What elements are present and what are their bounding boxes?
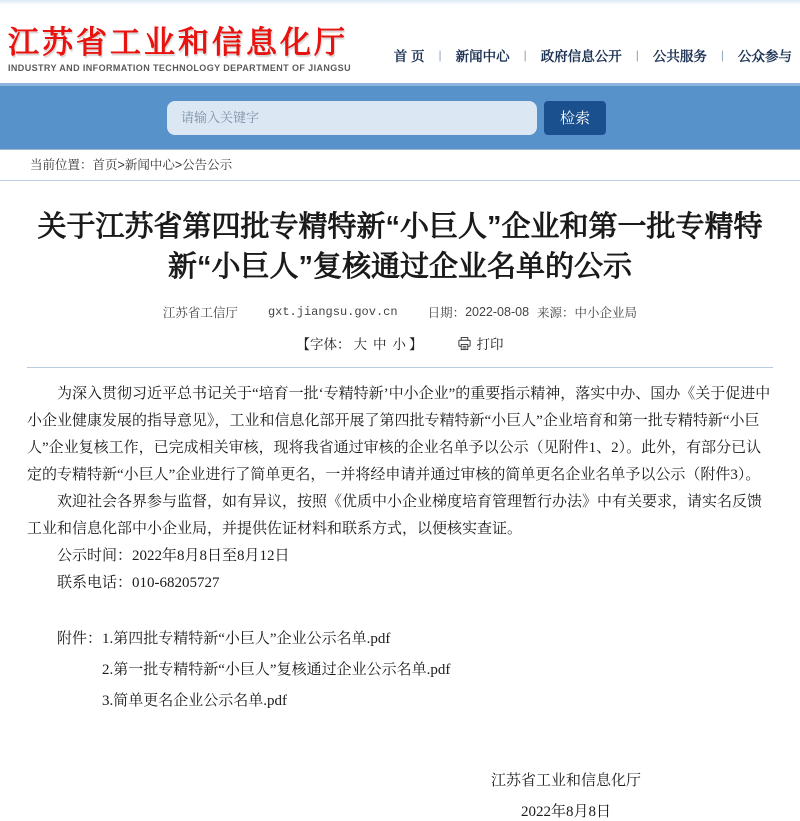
search-banner	[0, 83, 800, 150]
attachment-link-2[interactable]: 2.第一批专精特新“小巨人”复核通过企业公示名单.pdf	[102, 662, 451, 678]
nav-item-participation[interactable]: 公众参与	[738, 49, 792, 64]
nav-item-news[interactable]: 新闻中心	[455, 49, 510, 64]
contact-phone: 联系电话：010-68205727	[57, 575, 220, 591]
article-date: 2022-08-08	[465, 305, 530, 319]
publicity-period: 公示时间：2022年8月8日至8月12日	[57, 548, 290, 564]
signature-date: 2022年8月8日	[520, 804, 611, 820]
font-size-large-button[interactable]: 大	[353, 337, 367, 352]
attachments	[27, 624, 773, 717]
print-label: 打印	[476, 337, 504, 352]
nav-item-public-service[interactable]: 公共服务	[652, 49, 707, 64]
article-body	[27, 381, 773, 597]
nav-item-gov-info[interactable]: 政府信息公开	[540, 49, 622, 64]
article-source-label: 来源：	[537, 306, 575, 320]
page-title: 关于江苏省第四批专精特新“小巨人”企业和第一批专精特新“小巨人”复核通过企业名单的公示	[37, 211, 763, 283]
nav-separator: |	[635, 48, 639, 62]
site-header	[0, 5, 800, 83]
attachment-link-1[interactable]: 1.第四批专精特新“小巨人”企业公示名单.pdf	[102, 631, 391, 647]
paragraph-1: 为深入贯彻习近平总书记关于“培育一批‘专精特新’中小企业”的重要指示精神，落实中办、国办《关于促进中小企业健康发展的指导意见》，工业和信息化部开展了第四批专精特新“小巨人”企业培育和第一批专精特新“小巨人”企业复核工作，已完成相关审核，现将我省通过审核的企业名单予以公示（见附件1、2）。此外，有部分已认定的专精特新“小巨人”企业进行了简单更名，一并将经申请并通过审核的简单更名企业名单予以公示（附件3）。	[27, 386, 771, 483]
nav-separator: |	[720, 48, 724, 62]
paragraph-2: 欢迎社会各界参与监督，如有异议，按照《优质中小企业梯度培育管理暂行办法》中有关要求，请实名反馈工业和信息化部中小企业局，并提供佐证材料和联系方式，以便核实查证。	[27, 494, 763, 537]
breadcrumb	[0, 150, 800, 181]
font-size-label-close: 】	[409, 337, 423, 352]
font-size-small-button[interactable]: 小	[392, 337, 406, 352]
search-button[interactable]: 检索	[544, 101, 606, 135]
attachment-link-3[interactable]: 3.简单更名企业公示名单.pdf	[102, 693, 288, 709]
printer-icon	[457, 336, 472, 351]
article-source: 中小企业局	[574, 306, 638, 320]
site-logo[interactable]: 江苏省工业和信息化厅	[8, 25, 348, 60]
nav-separator: |	[438, 48, 442, 62]
article-meta	[27, 303, 773, 321]
site-logo-subtitle: INDUSTRY AND INFORMATION TECHNOLOGY DEPARTMENT OF JIANGSU	[8, 63, 351, 73]
attachment-list	[102, 624, 450, 717]
article-toolbar	[27, 333, 773, 353]
font-size-label: 【字体：	[296, 337, 351, 352]
article-website: gxt.jiangsu.gov.cn	[267, 305, 398, 319]
nav-item-home[interactable]: 首 页	[393, 49, 425, 64]
search-input[interactable]	[167, 101, 537, 135]
breadcrumb-path[interactable]: 首页>新闻中心>公告公示	[92, 158, 233, 172]
font-size-medium-button[interactable]: 中	[373, 337, 387, 352]
divider	[27, 367, 773, 368]
article-author: 江苏省工信厅	[162, 306, 238, 320]
search-group	[167, 101, 606, 135]
article-date-label: 日期：	[427, 306, 466, 320]
article	[0, 207, 800, 821]
breadcrumb-label: 当前位置：	[30, 158, 93, 172]
signature-org: 江苏省工业和信息化厅	[490, 773, 641, 789]
logo-block[interactable]	[8, 27, 351, 73]
top-nav	[394, 45, 794, 73]
print-button[interactable]	[457, 333, 504, 353]
attachments-label: 附件：	[57, 631, 103, 647]
nav-separator: |	[523, 48, 527, 62]
signature-block	[491, 769, 641, 821]
